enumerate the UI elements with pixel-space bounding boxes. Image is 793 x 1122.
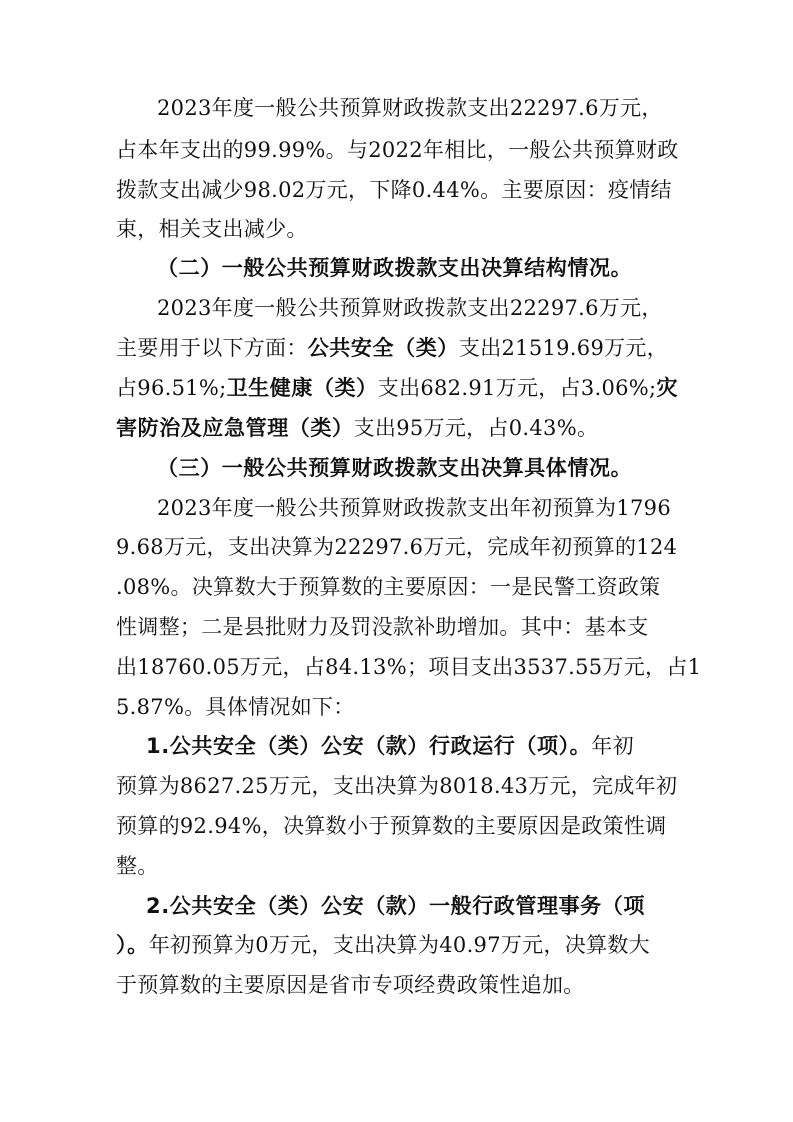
text-line (116, 213, 308, 245)
text-line (116, 770, 677, 802)
text-segment: 5.87%。具体情况如下： (116, 695, 355, 719)
text-segment: 预算的92.94%，决算数小于预算数的主要原因是政策性调 (116, 814, 667, 838)
text-segment: 占本年支出的99.99%。与2022年相比，一般公共预算财政 (116, 138, 679, 162)
text-line (116, 691, 355, 723)
bold-text-segment: （三）一般公共预算财政拨款支出决算具体情况。 (157, 456, 633, 480)
text-segment: 支出21519.69万元， (458, 336, 669, 360)
text-segment: .08%。决算数大于预算数的主要原因：一是民警工资政策 (116, 575, 661, 599)
text-line (157, 452, 632, 484)
text-line (157, 292, 663, 324)
text-segment: 支出682.91万元，占3.06%; (377, 376, 657, 400)
text-line (116, 651, 701, 683)
text-line (116, 611, 649, 643)
text-segment: 2023年度一般公共预算财政拨款支出22297.6万元， (157, 96, 663, 120)
text-segment: 年初 (591, 734, 634, 758)
text-line (116, 929, 650, 961)
text-segment: 出18760.05万元，占84.13%；项目支出3537.55万元，占1 (116, 655, 702, 679)
bold-text-segment: 2.公共安全（类）公安（款）一般行政管理事务（项 (146, 894, 645, 918)
bold-text-segment: 卫生健康（类） (226, 376, 378, 400)
text-segment: 9.68万元，支出决算为22297.6万元，完成年初预算的124 (116, 535, 678, 559)
text-line (157, 492, 671, 524)
text-line (157, 92, 663, 124)
bold-text-segment: 害防治及应急管理（类） (116, 416, 354, 440)
text-line (116, 412, 598, 444)
text-line (116, 571, 660, 603)
bold-text-segment: ）。 (116, 933, 149, 957)
text-line (116, 969, 585, 1001)
text-line (116, 810, 666, 842)
text-segment: 束，相关支出减少。 (116, 217, 308, 241)
bold-text-segment: 1.公共安全（类）公安（款）行政运行（项）。 (146, 734, 592, 758)
text-line (116, 332, 668, 364)
text-line (157, 252, 632, 284)
text-segment: 整。 (116, 854, 159, 878)
text-segment: 主要用于以下方面： (116, 336, 308, 360)
text-segment: 于预算数的主要原因是省市专项经费政策性追加。 (116, 973, 585, 997)
bold-text-segment: 灾 (656, 376, 679, 400)
text-line (116, 531, 677, 563)
text-segment: 2023年度一般公共预算财政拨款支出22297.6万元， (157, 296, 663, 320)
bold-text-segment: 公共安全（类） (307, 336, 459, 360)
bold-text-segment: （二）一般公共预算财政拨款支出决算结构情况。 (157, 256, 633, 280)
text-segment: 拨款支出减少98.02万元，下降0.44%。主要原因：疫情结 (116, 178, 672, 202)
text-segment: 年初预算为0万元，支出决算为40.97万元，决算数大 (148, 933, 650, 957)
text-segment: 2023年度一般公共预算财政拨款支出年初预算为1796 (157, 496, 671, 520)
text-line (116, 372, 678, 404)
text-line (116, 134, 679, 166)
text-line (146, 890, 645, 922)
text-segment: 支出95万元，占0.43%。 (353, 416, 599, 440)
text-segment: 占96.51%; (116, 376, 227, 400)
text-line (116, 174, 672, 206)
text-line (116, 850, 159, 882)
text-segment: 预算为8627.25万元，支出决算为8018.43万元，完成年初 (116, 774, 678, 798)
text-segment: 性调整；二是县批财力及罚没款补助增加。其中：基本支 (116, 615, 649, 639)
text-line (146, 730, 634, 762)
